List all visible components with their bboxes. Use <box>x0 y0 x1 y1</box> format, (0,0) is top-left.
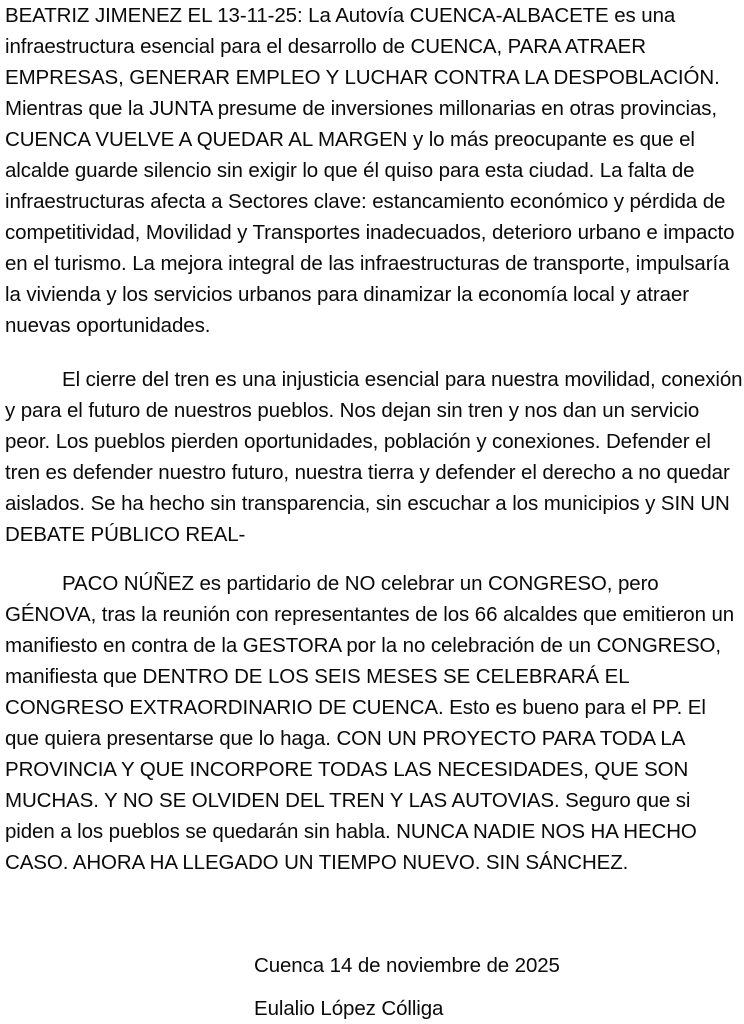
paragraph-congress-text: PACO NÚÑEZ es partidario de NO celebrar un CONGRESO, pero GÉNOVA, tras la reunión con representantes de los 66 alcaldes que emitieron un manifiesto en contra de la GESTORA por la no celebración de un CONGRESO, manifiesta que DENTRO DE LOS SEIS MESES SE CELEBRARÁ EL CONGRESO EXTRAORDINARIO DE CUENCA. Esto es bueno para el PP. El que quiera presentarse que lo haga. CON UN PROYECTO PARA TODA LA PROVINCIA Y QUE INCORPORE TODAS LAS NECESIDADES, QUE SON MUCHAS. Y NO SE OLVIDEN DEL TREN Y LAS AUTOVIAS. Seguro que si piden a los pueblos se quedarán sin habla. NUNCA NADIE NOS HA HECHO CASO. AHORA HA LLEGADO UN TIEMPO NUEVO. SIN SÁNCHEZ. <box>5 572 735 874</box>
paragraph-train-closure-text: El cierre del tren es una injusticia esencial para nuestra movilidad, conexión y para el futuro de nuestros pueblos. Nos dejan sin tren y nos dan un servicio peor. Los pueblos pierden oportunidades, población y conexiones. Defender el tren es defender nuestro futuro, nuestra tierra y defender el derecho a no quedar aislados. Se ha hecho sin transparencia, sin escuchar a los municipios y SIN UN DEBATE PÚBLICO REAL- <box>5 368 743 546</box>
paragraph-congress <box>5 568 743 878</box>
paragraph-train-closure <box>5 364 743 550</box>
signature-author: Eulalio López Cólliga <box>254 997 444 1020</box>
paragraph-intro: BEATRIZ JIMENEZ EL 13-11-25: La Autovía CUENCA-ALBACETE es una infraestructura esencial para el desarrollo de CUENCA, PARA ATRAER EMPRESAS, GENERAR EMPLEO Y LUCHAR CONTRA LA DESPOBLACIÓN. Mientras que la JUNTA presume de inversiones millonarias en otras provincias, CUENCA VUELVE A QUEDAR AL MARGEN y lo más preocupante es que el alcalde guarde silencio sin exigir lo que él quiso para esta ciudad. La falta de infraestructuras afecta a Sectores clave: estancamiento económico y pérdida de competitividad, Movilidad y Transportes inadecuados, deterioro urbano e impacto en el turismo. La mejora integral de las infraestructuras de transporte, impulsaría la vivienda y los servicios urbanos para dinamizar la economía local y atraer nuevas oportunidades. <box>5 4 735 337</box>
signature-place-date: Cuenca 14 de noviembre de 2025 <box>254 954 560 977</box>
